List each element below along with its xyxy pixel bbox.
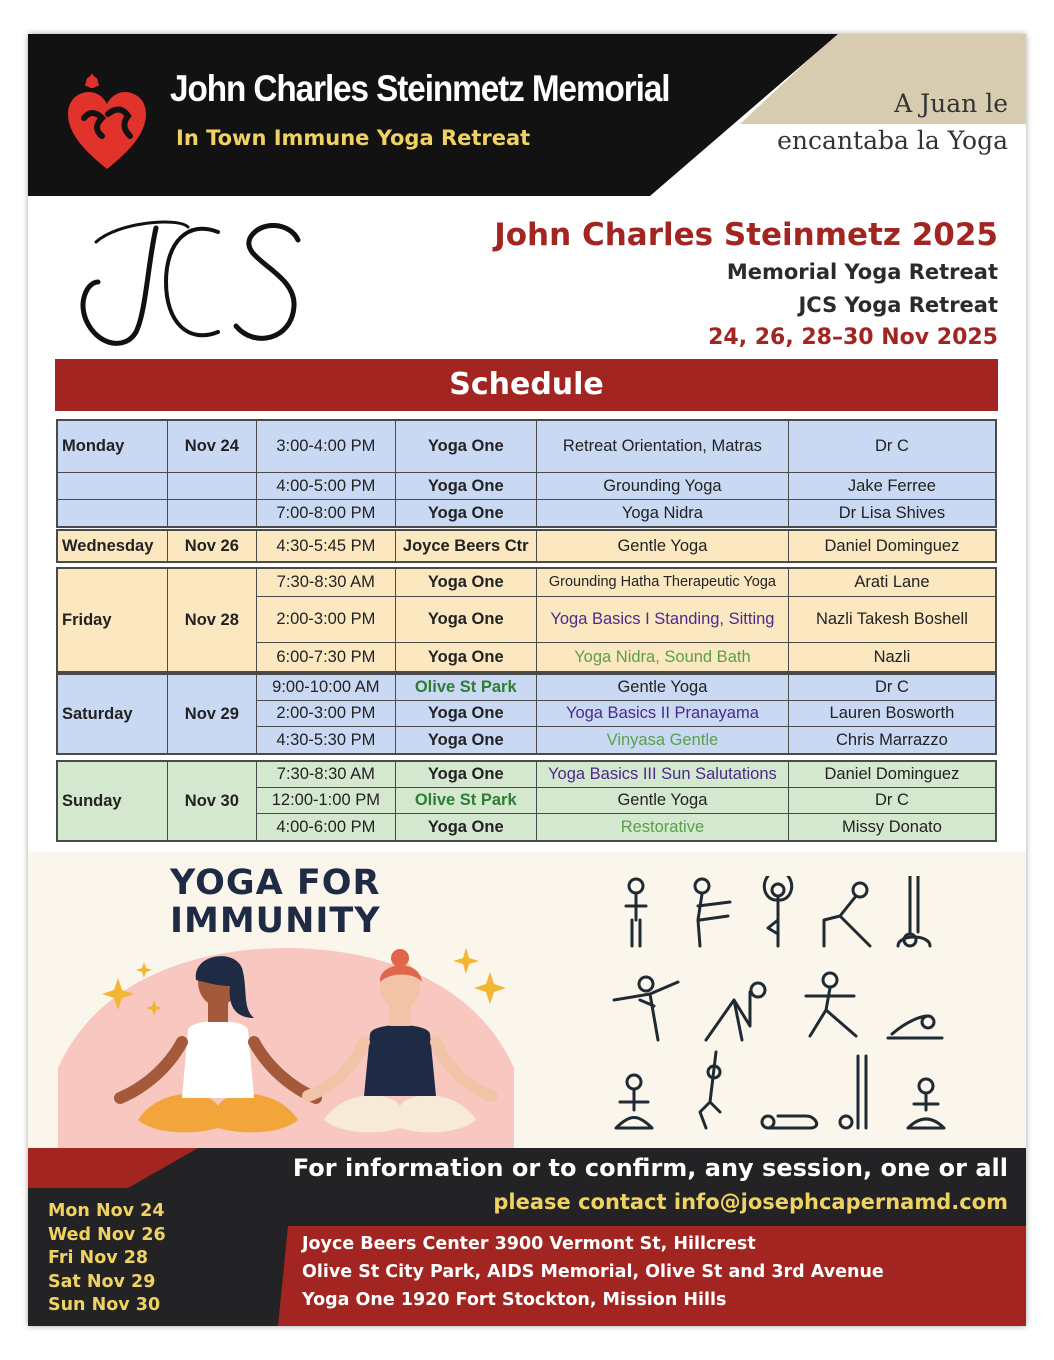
tagline-line-2: encantaba la Yoga <box>777 126 1008 155</box>
yoga-heading-line-2: IMMUNITY <box>170 901 381 941</box>
contact-email[interactable]: please contact info@josephcapernamd.com <box>493 1190 1008 1214</box>
date-cell: Nov 24 <box>168 421 258 473</box>
teacher-cell: Daniel Dominguez <box>824 536 960 555</box>
time-cell: 7:30-8:30 AM <box>257 569 395 597</box>
pose-kick-icon <box>695 879 730 946</box>
class-cell: Yoga Basics I Standing, Sitting <box>537 597 789 643</box>
schedule-heading: Schedule <box>55 359 998 411</box>
venue-cell: Yoga One <box>396 597 537 643</box>
footer-days-list <box>48 1200 166 1318</box>
footer-day: Sat Nov 29 <box>48 1271 156 1292</box>
event-info <box>494 214 998 354</box>
time-cell: 4:30-5:30 PM <box>257 727 395 753</box>
venue-cell: Yoga One <box>396 762 537 788</box>
teacher-cell: Chris Marrazzo <box>836 730 948 749</box>
venue-cell: Yoga One <box>396 473 537 500</box>
pose-shoulderstand-icon <box>898 876 930 946</box>
footer <box>28 1148 1026 1326</box>
teacher-cell: Daniel Dominguez <box>789 762 995 788</box>
class-cell: Yoga Basics II Pranayama <box>537 701 789 727</box>
teacher-cell: Dr C <box>789 788 995 814</box>
teacher-cell: Nazli <box>873 647 911 666</box>
teacher-cell: Missy Donato <box>841 817 942 836</box>
day-group-saturday <box>56 673 997 755</box>
venue-cell: Yoga One <box>396 701 537 727</box>
teacher-cell: Dr Lisa Shives <box>838 503 946 522</box>
event-title: John Charles Steinmetz 2025 <box>494 217 998 253</box>
pose-reclined-icon <box>888 1016 942 1038</box>
footer-day: Mon Nov 24 <box>48 1201 165 1221</box>
class-cell: Yoga Basics III Sun Salutations <box>537 762 789 788</box>
yoga-heart-logo-icon <box>62 74 152 174</box>
event-line-1: Memorial Yoga Retreat <box>726 260 998 284</box>
time-cell: 4:00-6:00 PM <box>257 814 395 840</box>
footer-day: Fri Nov 28 <box>48 1248 149 1268</box>
pose-standing-icon <box>626 879 646 946</box>
time-cell: 9:00-10:00 AM <box>257 675 395 701</box>
pose-lunge-icon <box>824 883 870 946</box>
venue-cell: Olive St Park <box>396 675 537 701</box>
yoga-for-immunity-heading <box>170 864 381 940</box>
pose-seated-icon <box>908 1079 944 1128</box>
pose-dancer-icon <box>700 1052 720 1128</box>
pose-tree-icon <box>764 876 791 946</box>
address-yoga-one: Yoga One 1920 Fort Stockton, Mission Hills <box>302 1290 727 1310</box>
day-cell: Wednesday <box>58 531 168 561</box>
venue-cell: Yoga One <box>396 421 537 473</box>
time-cell: 7:00-8:00 PM <box>257 500 395 526</box>
class-cell: Yoga Nidra, Sound Bath <box>537 643 789 671</box>
time-cell: 6:00-7:30 PM <box>257 643 395 671</box>
pose-lotus-icon <box>616 1075 652 1128</box>
day-group-wednesday <box>56 529 997 563</box>
teacher-cell: Nazli Takesh Boshell <box>789 597 995 643</box>
empty-cell <box>168 500 258 526</box>
teacher-cell: Arati Lane <box>789 569 995 597</box>
day-cell: Monday <box>58 421 168 473</box>
teacher-cell: Lauren Bosworth <box>789 701 995 727</box>
address-joyce-beers: Joyce Beers Center 3900 Vermont St, Hillcrest <box>302 1234 756 1254</box>
venue-cell: Yoga One <box>396 814 537 840</box>
date-cell: Nov 29 <box>168 675 258 753</box>
day-cell: Saturday <box>58 675 168 753</box>
day-group-sunday <box>56 760 997 842</box>
header-band <box>28 34 1026 196</box>
pose-child-icon <box>762 1116 817 1128</box>
footer-day: Wed Nov 26 <box>48 1224 166 1245</box>
venue-cell: Olive St Park <box>396 788 537 814</box>
day-cell: Sunday <box>58 762 168 840</box>
pose-triangle-icon <box>706 983 765 1040</box>
address-olive-st-park: Olive St City Park, AIDS Memorial, Olive St and 3rd Avenue <box>302 1262 884 1282</box>
day-cell: Friday <box>58 569 168 671</box>
time-cell: 2:00-3:00 PM <box>257 597 395 643</box>
time-cell: 3:00-4:00 PM <box>257 421 395 473</box>
time-cell: 4:30-5:45 PM <box>257 531 395 561</box>
pose-plow-icon <box>840 1056 866 1128</box>
teacher-cell: Dr C <box>789 675 995 701</box>
class-cell: Gentle Yoga <box>537 788 789 814</box>
event-line-2: JCS Yoga Retreat <box>798 293 998 317</box>
empty-cell <box>58 473 168 500</box>
header-title: John Charles Steinmetz Memorial <box>170 68 670 109</box>
yoga-heading-line-1: YOGA FOR <box>170 863 381 903</box>
date-cell: Nov 28 <box>168 569 258 671</box>
yoga-poses-grid <box>610 876 960 1146</box>
footer-addresses <box>302 1230 884 1314</box>
teacher-cell: Dr C <box>789 421 995 473</box>
contact-info-line-1: For information or to confirm, any session, one or all <box>292 1154 1008 1182</box>
day-group-friday <box>56 567 997 673</box>
time-cell: 12:00-1:00 PM <box>257 788 395 814</box>
empty-cell <box>58 500 168 526</box>
header-subtitle: In Town Immune Yoga Retreat <box>176 126 531 150</box>
class-cell: Restorative <box>537 814 789 840</box>
venue-cell: Yoga One <box>396 727 537 753</box>
venue-cell: Yoga One <box>396 643 537 671</box>
class-cell: Grounding Yoga <box>537 473 789 500</box>
venue-cell: Yoga One <box>396 569 537 597</box>
class-cell: Vinyasa Gentle <box>537 727 789 753</box>
date-cell: Nov 26 <box>168 531 258 561</box>
event-dates: 24, 26, 28–30 Nov 2025 <box>708 325 998 350</box>
jcs-monogram-logo <box>68 202 308 352</box>
time-cell: 7:30-8:30 AM <box>257 762 395 788</box>
date-cell: Nov 30 <box>168 762 258 840</box>
venue-cell: Joyce Beers Ctr <box>396 531 537 561</box>
pose-warrior3-icon <box>614 977 678 1040</box>
class-cell: Retreat Orientation, Matras <box>537 421 789 473</box>
footer-day: Sun Nov 30 <box>48 1295 161 1315</box>
class-cell: Grounding Hatha Therapeutic Yoga <box>537 569 789 597</box>
class-cell: Gentle Yoga <box>537 675 789 701</box>
empty-cell <box>168 473 258 500</box>
class-cell: Gentle Yoga <box>537 531 789 561</box>
day-group-monday <box>56 419 997 528</box>
meditating-women-illustration <box>58 938 514 1148</box>
yoga-art-section <box>28 852 1026 1148</box>
tagline-line-1: A Juan le <box>894 89 1008 118</box>
time-cell: 2:00-3:00 PM <box>257 701 395 727</box>
time-cell: 4:00-5:00 PM <box>257 473 395 500</box>
flyer-sheet <box>28 34 1026 1326</box>
teacher-cell: Jake Ferree <box>789 473 995 500</box>
venue-cell: Yoga One <box>396 500 537 526</box>
pose-warrior2-icon <box>806 973 856 1036</box>
class-cell: Yoga Nidra <box>537 500 789 526</box>
